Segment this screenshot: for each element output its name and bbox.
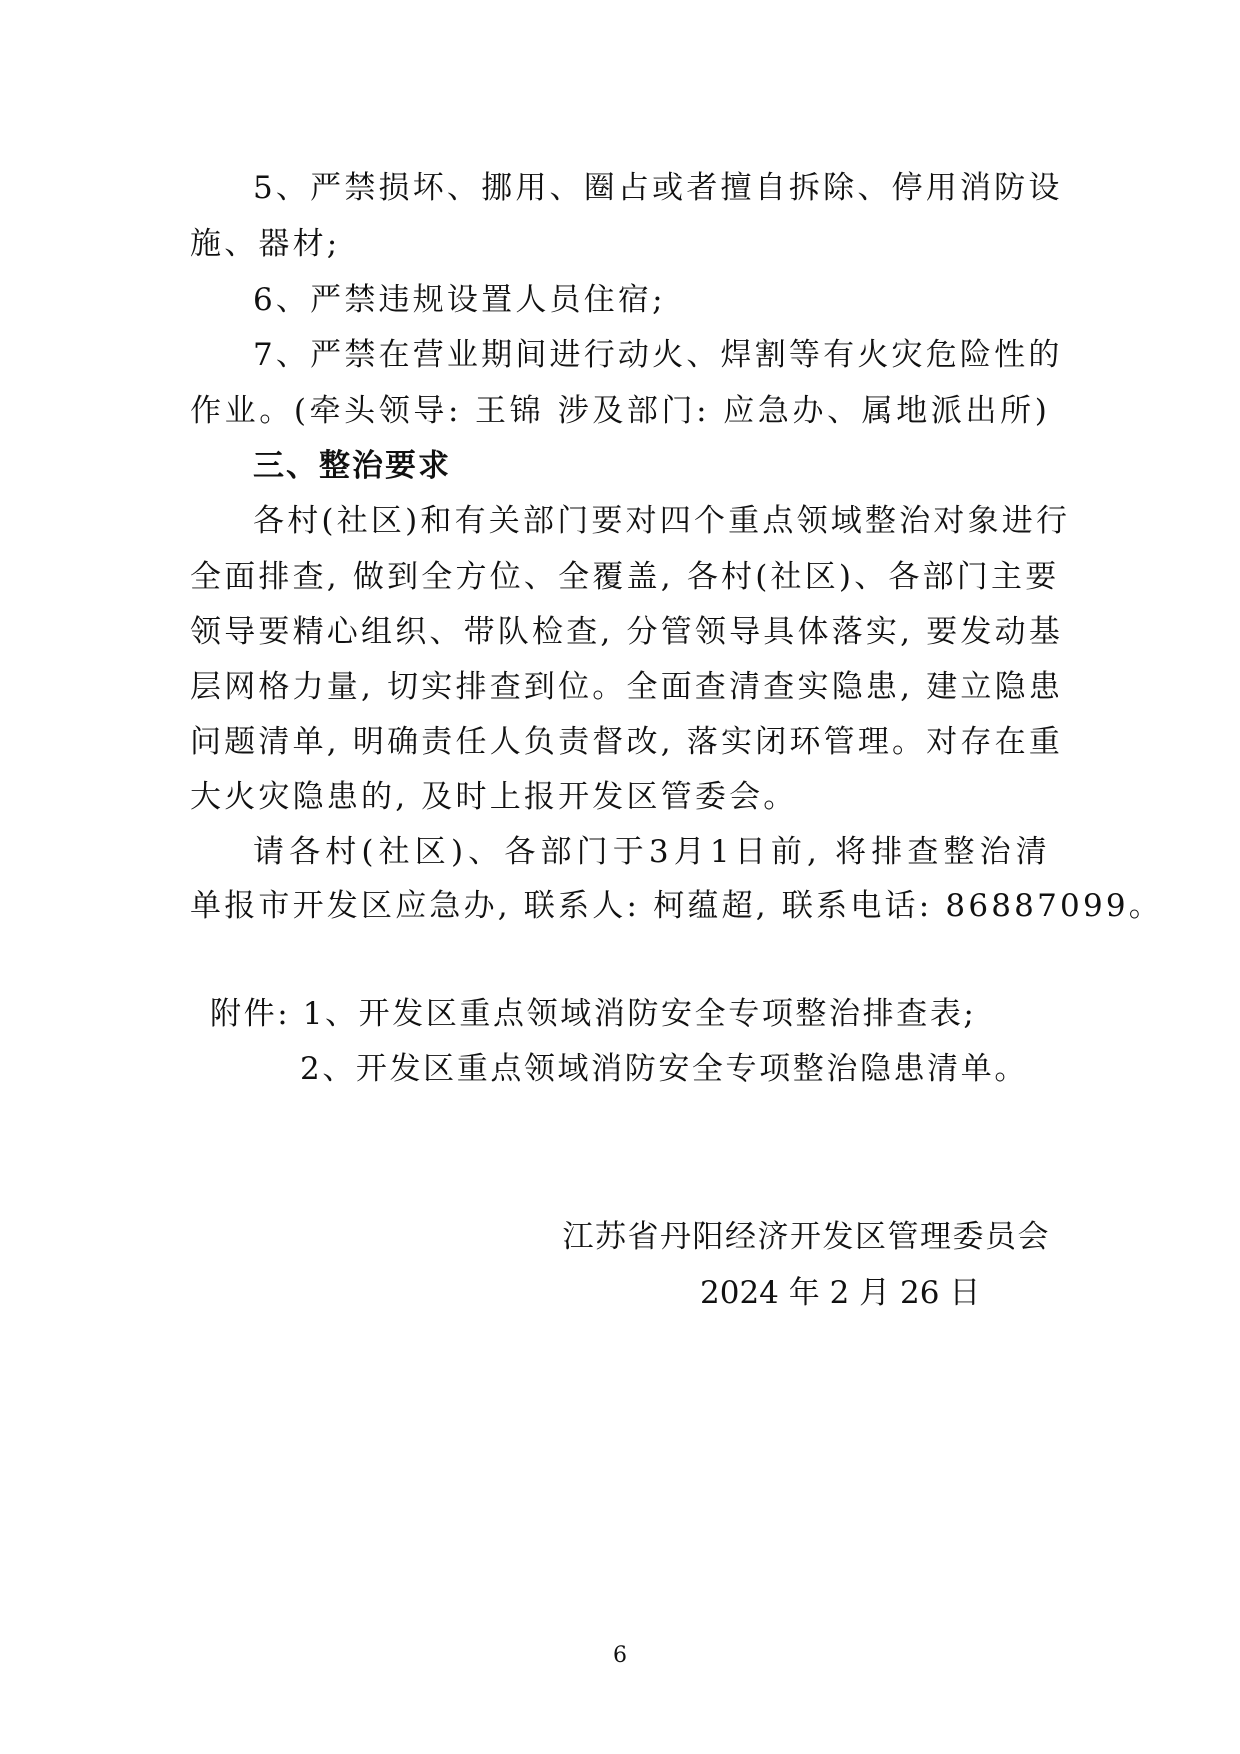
deadline-paragraph-line-1: 请各村(社区)、各部门于3月1日前, 将排查整治清 [253,834,1050,870]
requirements-paragraph-line-5: 问题清单, 明确责任人负责督改, 落实闭环管理。对存在重 [190,724,1064,760]
item-5-line-1: 5、严禁损坏、挪用、圈占或者擅自拆除、停用消防设 [253,170,1063,206]
requirements-paragraph-line-1: 各村(社区)和有关部门要对四个重点领域整治对象进行 [253,503,1071,539]
attachment-line-1: 附件: 1、开发区重点领域消防安全专项整治排查表; [210,996,977,1032]
item-6: 6、严禁违规设置人员住宿; [253,282,666,318]
item-5-line-2: 施、器材; [190,226,341,262]
signature-date: 2024 年 2 月 26 日 [700,1275,981,1311]
item-7-line-2: 作业。(牵头领导: 王锦 涉及部门: 应急办、属地派出所) [190,393,1050,429]
signature-organization: 江苏省丹阳经济开发区管理委员会 [562,1219,1050,1255]
requirements-paragraph-line-4: 层网格力量, 切实排查到位。全面查清查实隐患, 建立隐患 [190,669,1064,705]
requirements-paragraph-line-6: 大火灾隐患的, 及时上报开发区管委会。 [190,779,798,815]
requirements-paragraph-line-3: 领导要精心组织、带队检查, 分管领导具体落实, 要发动基 [190,614,1064,650]
attachment-line-2: 2、开发区重点领域消防安全专项整治隐患清单。 [300,1051,1028,1087]
deadline-paragraph-line-2: 单报市开发区应急办, 联系人: 柯蕴超, 联系电话: 86887099。 [190,888,1163,924]
requirements-paragraph-line-2: 全面排查, 做到全方位、全覆盖, 各村(社区)、各部门主要 [190,559,1060,595]
section-heading-requirements: 三、整治要求 [253,448,451,484]
item-7-line-1: 7、严禁在营业期间进行动火、焊割等有火灾危险性的 [253,337,1063,373]
page-number: 6 [613,1643,627,1668]
